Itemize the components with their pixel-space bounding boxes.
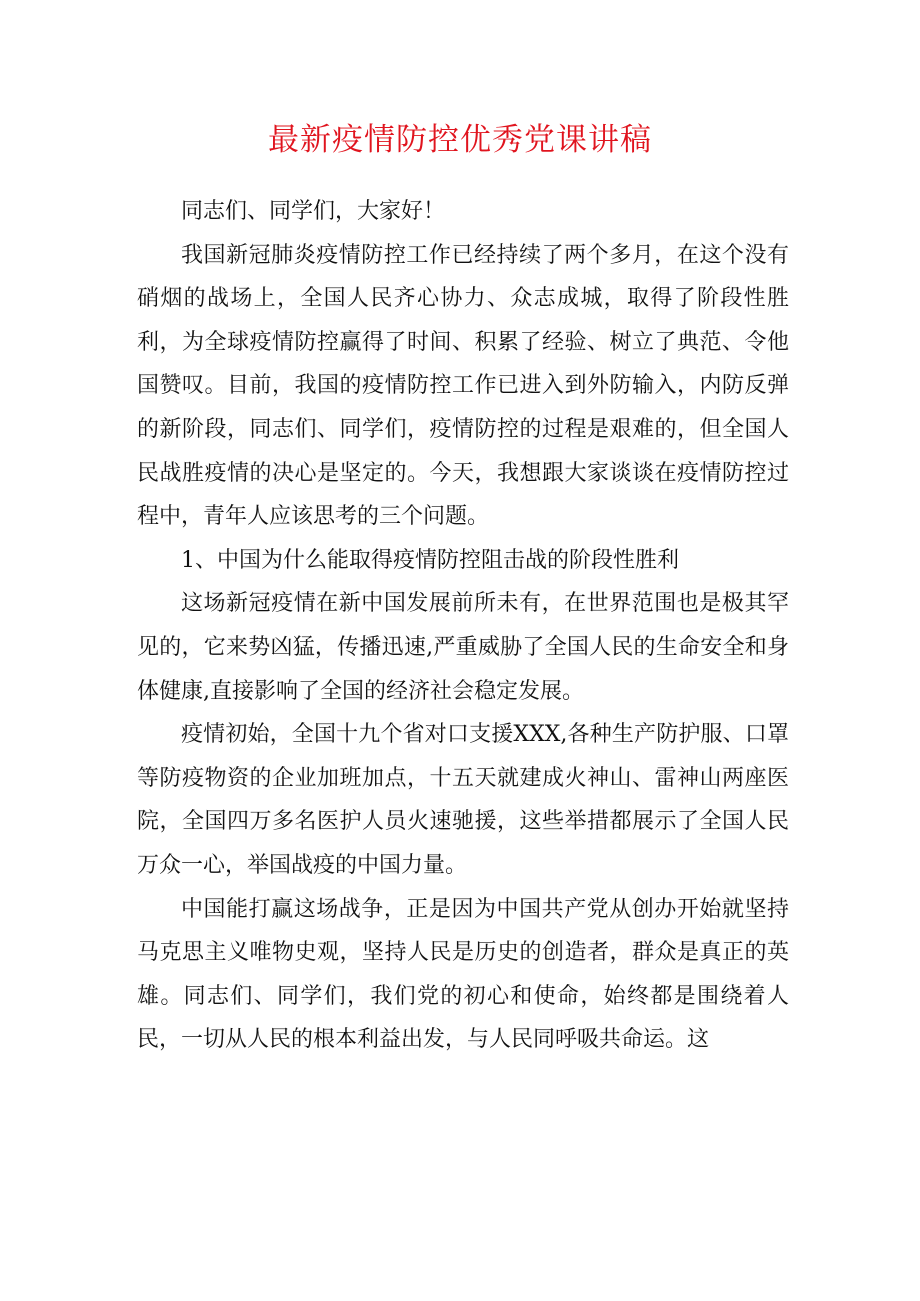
section-heading-1: 1、中国为什么能取得疫情防控阻击战的阶段性胜利 (181, 547, 679, 573)
greeting-paragraph: 同志们、同学们，大家好！ (181, 199, 446, 224)
body-paragraph: 中国能打赢这场战争，正是因为中国共产党从创办开始就坚持马克思主义唯物史观，坚持人民是历史的创造者，群众是真正的英雄。同志们、同学们，我们党的初心和使命，始终都是围绕着人民，一切从人民的根本利益出发，与人民同呼吸共命运。这 (137, 896, 789, 1053)
body-paragraph: 这场新冠疫情在新中国发展前所未有，在世界范围也是极其罕见的，它来势凶猛，传播迅速,严重威胁了全国人民的生命安全和身体健康,直接影响了全国的经济社会稳定发展。 (137, 591, 789, 704)
document-body (137, 190, 789, 1062)
body-paragraph: 疫情初始，全国十九个省对口支援XXX,各种生产防护服、口罩等防疫物资的企业加班加点，十五天就建成火神山、雷神山两座医院，全国四万多名医护人员火速驰援，这些举措都展示了全国人民万众一心，举国战疫的中国力量。 (137, 722, 789, 878)
intro-paragraph: 我国新冠肺炎疫情防控工作已经持续了两个多月，在这个没有硝烟的战场上，全国人民齐心协力、众志成城，取得了阶段性胜利，为全球疫情防控赢得了时间、积累了经验、树立了典范、令他国赞叹。目前，我国的疫情防控工作已进入到外防输入，内防反弹的新阶段，同志们、同学们，疫情防控的过程是艰难的，但全国人民战胜疫情的决心是坚定的。今天，我想跟大家谈谈在疫情防控过程中，青年人应该思考的三个问题。 (137, 242, 789, 530)
document-title: 最新疫情防控优秀党课讲稿 (268, 122, 652, 158)
